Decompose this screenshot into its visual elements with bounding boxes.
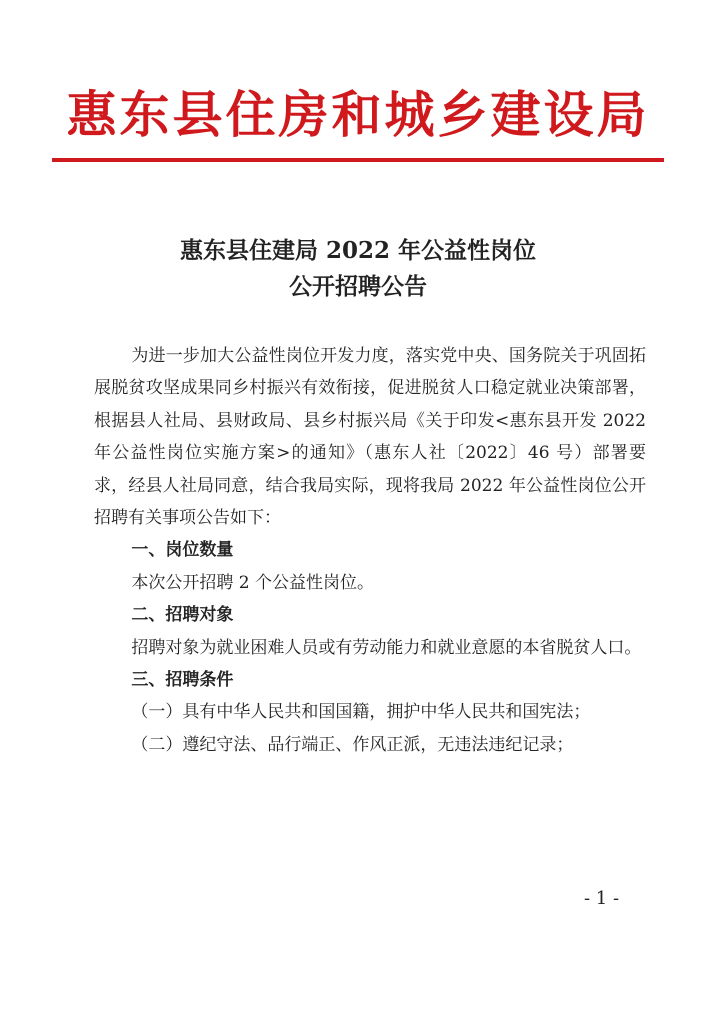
doc-title-line-1: 惠东县住建局 2022 年公益性岗位 xyxy=(179,237,537,264)
doc-body xyxy=(94,340,646,761)
page-number: - 1 - xyxy=(584,888,620,909)
condition-2: （二）遵纪守法、品行端正、作风正派，无违法违纪记录； xyxy=(131,734,574,755)
condition-1: （一）具有中华人民共和国国籍，拥护中华人民共和国宪法； xyxy=(131,702,591,723)
intro-paragraph: 为进一步加大公益性岗位开发力度，落实党中央、国务院关于巩固拓展脱贫攻坚成果同乡村振兴有效衔接，促进脱贫人口稳定就业决策部署，根据县人社局、县财政局、县乡村振兴局《关于印发<惠东县开发 2022 年公益性岗位实施方案>的通知》（惠东人社〔2022〕46 号）部署要求，经县人社局同意，结合我局实际，现将我局 2022 年公益性岗位公开招聘有关事项公告如下： xyxy=(94,346,646,529)
doc-title-line-2: 公开招聘公告 xyxy=(289,273,427,300)
header-org-name: 惠东县住房和城乡建设局 xyxy=(66,85,650,144)
section-3-heading: 三、招聘条件 xyxy=(131,670,234,691)
header-red-rule xyxy=(52,158,664,162)
section-2-text: 招聘对象为就业困难人员或有劳动能力和就业意愿的本省脱贫人口。 xyxy=(131,637,642,658)
section-1-text: 本次公开招聘 2 个公益性岗位。 xyxy=(131,572,375,593)
section-2-heading: 二、招聘对象 xyxy=(131,605,234,626)
section-1-heading: 一、岗位数量 xyxy=(131,540,234,561)
